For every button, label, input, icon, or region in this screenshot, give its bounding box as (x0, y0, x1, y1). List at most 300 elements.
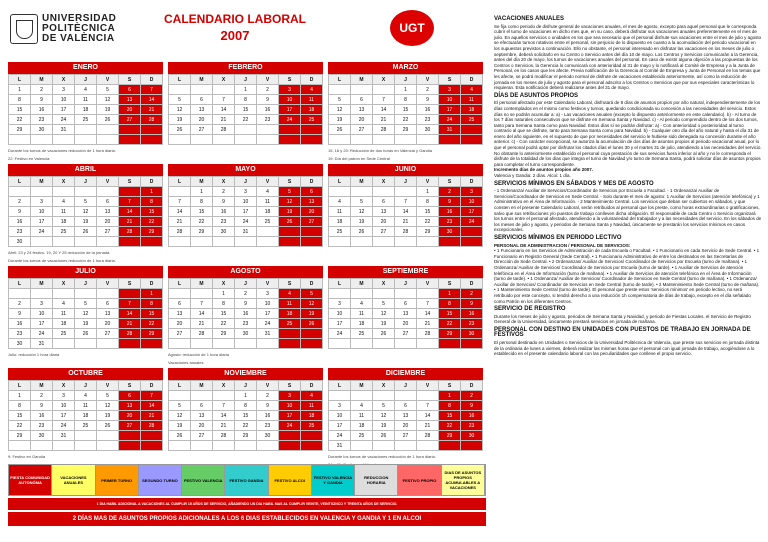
day-cell: 30 (9, 237, 31, 247)
day-cell: 17 (279, 411, 301, 421)
day-cell: 26 (97, 115, 119, 125)
title-text: CALENDARIO LABORAL (164, 12, 306, 26)
day-cell: 13 (119, 401, 141, 411)
day-cell (329, 187, 351, 197)
day-cell: 11 (279, 299, 301, 309)
day-cell: 22 (141, 217, 163, 227)
day-cell: 29 (141, 227, 163, 237)
day-cell: 12 (75, 309, 97, 319)
day-cell: 14 (373, 105, 395, 115)
day-cell: 9 (9, 207, 31, 217)
day-cell (191, 391, 213, 401)
day-cell: 19 (301, 309, 323, 319)
day-cell: 18 (53, 217, 75, 227)
day-cell (119, 135, 141, 145)
day-cell: 5 (169, 95, 191, 105)
legend-item: FESTIVO VALENCIA (182, 465, 225, 495)
day-cell: 17 (31, 217, 53, 227)
day-cell: 23 (213, 217, 235, 227)
day-cell: 9 (461, 299, 483, 309)
day-cell: 22 (9, 115, 31, 125)
day-cell (235, 441, 257, 451)
day-name: J (75, 279, 97, 289)
day-name: V (97, 381, 119, 391)
day-cell: 2 (461, 289, 483, 299)
day-cell: 21 (417, 319, 439, 329)
day-cell: 16 (235, 309, 257, 319)
legend-item: FESTIVO GANDIA (225, 465, 268, 495)
day-cell: 11 (329, 207, 351, 217)
day-cell: 12 (301, 299, 323, 309)
day-cell: 26 (169, 431, 191, 441)
day-cell: 28 (417, 431, 439, 441)
month-note-2 (328, 359, 483, 367)
day-cell (53, 187, 75, 197)
day-cell (213, 339, 235, 349)
day-cell: 26 (373, 329, 395, 339)
day-cell: 6 (191, 401, 213, 411)
day-cell: 9 (257, 401, 279, 411)
day-cell (191, 85, 213, 95)
day-cell: 14 (169, 207, 191, 217)
day-cell: 27 (169, 329, 191, 339)
months-grid (8, 62, 488, 457)
day-cell: 27 (395, 431, 417, 441)
day-cell: 15 (141, 207, 163, 217)
day-cell: 14 (119, 207, 141, 217)
day-cell: 2 (31, 85, 53, 95)
asuntos-title: DÍAS DE ASUNTOS PROPIOS (494, 92, 579, 99)
day-cell: 1 (235, 391, 257, 401)
day-cell: 8 (141, 197, 163, 207)
day-cell: 21 (417, 421, 439, 431)
legend-item: PRIMER TURNO (96, 465, 139, 495)
day-cell: 28 (373, 125, 395, 135)
day-cell (213, 85, 235, 95)
day-cell: 29 (191, 227, 213, 237)
day-cell: 14 (119, 309, 141, 319)
day-cell: 25 (53, 227, 75, 237)
day-cell (191, 135, 213, 145)
day-cell (119, 237, 141, 247)
month-day-grid (168, 380, 323, 451)
month-octubre (8, 368, 163, 469)
day-cell: 14 (141, 401, 163, 411)
day-cell (213, 135, 235, 145)
day-cell: 13 (191, 411, 213, 421)
day-cell: 14 (141, 95, 163, 105)
day-name: S (279, 381, 301, 391)
day-cell: 11 (461, 95, 483, 105)
day-name: X (213, 381, 235, 391)
day-cell: 26 (75, 227, 97, 237)
day-cell (351, 339, 373, 349)
day-cell: 15 (439, 309, 461, 319)
day-cell: 28 (169, 227, 191, 237)
day-cell: 13 (169, 309, 191, 319)
day-cell: 20 (395, 319, 417, 329)
day-cell: 1 (439, 289, 461, 299)
day-cell: 12 (75, 207, 97, 217)
day-cell (257, 135, 279, 145)
union-logo-text: UGT (399, 21, 425, 35)
day-cell: 16 (31, 105, 53, 115)
day-cell: 5 (97, 85, 119, 95)
day-cell: 13 (119, 95, 141, 105)
day-cell: 27 (119, 115, 141, 125)
day-cell (169, 187, 191, 197)
month-day-grid (168, 176, 323, 247)
day-cell: 24 (461, 217, 483, 227)
day-name: D (301, 381, 323, 391)
day-cell: 7 (141, 85, 163, 95)
day-cell: 14 (213, 411, 235, 421)
day-cell: 3 (329, 401, 351, 411)
university-line1: UNIVERSIDAD (42, 13, 117, 24)
day-cell: 2 (257, 85, 279, 95)
day-cell (97, 441, 119, 451)
day-cell (169, 289, 191, 299)
day-cell (169, 237, 191, 247)
day-cell (169, 441, 191, 451)
day-cell (461, 339, 483, 349)
day-cell: 8 (9, 401, 31, 411)
day-cell: 4 (351, 299, 373, 309)
day-cell (75, 125, 97, 135)
university-line2: POLITÈCNICA (42, 23, 116, 34)
day-cell: 2 (257, 391, 279, 401)
day-name: L (9, 279, 31, 289)
day-name: D (301, 279, 323, 289)
day-cell: 18 (53, 319, 75, 329)
day-cell: 7 (395, 197, 417, 207)
day-cell (97, 431, 119, 441)
day-cell: 8 (141, 299, 163, 309)
day-cell: 28 (213, 125, 235, 135)
day-name: J (75, 75, 97, 85)
day-cell: 3 (329, 299, 351, 309)
day-cell (257, 125, 279, 135)
day-cell: 31 (235, 227, 257, 237)
day-cell (235, 339, 257, 349)
day-name: J (235, 177, 257, 187)
day-cell: 27 (395, 329, 417, 339)
month-note: Durante los turnos de vacaciones reducción de 1 hora diaria. (8, 148, 116, 153)
day-cell: 23 (257, 421, 279, 431)
month-note: 15, 16 y 20: Reducción de dos horas en Valencia y Gandia (328, 148, 432, 153)
legend-item: FESTIVO PROPIO (398, 465, 441, 495)
day-cell: 21 (213, 421, 235, 431)
day-cell: 2 (9, 299, 31, 309)
day-cell: 12 (351, 207, 373, 217)
day-cell: 20 (97, 319, 119, 329)
month-note (168, 452, 323, 461)
day-cell: 7 (191, 299, 213, 309)
day-cell: 17 (31, 319, 53, 329)
day-cell: 28 (191, 329, 213, 339)
day-cell (301, 329, 323, 339)
day-cell (53, 339, 75, 349)
day-cell: 30 (439, 227, 461, 237)
month-title: ENERO (8, 62, 163, 74)
festivos-body: El personal destinado en Unidades o Servicios de la Universidad Politécnica de Valencia, que preste sus servicios en jornada distinta de la ordinaria de lunes a viernes, deberá realizar las mismas horas que el personal con igual jornada de trabajo, acogiéndose a lo establecido en el presente calendario laboral con las peculiaridades que conlleve el propio servicio. (494, 340, 760, 357)
day-cell: 7 (119, 299, 141, 309)
day-cell: 29 (439, 431, 461, 441)
day-name: L (169, 177, 191, 187)
day-cell (395, 441, 417, 451)
day-cell: 16 (31, 411, 53, 421)
day-cell (257, 227, 279, 237)
day-name: V (417, 177, 439, 187)
day-cell: 30 (31, 431, 53, 441)
university-line3: DE VALÈNCIA (42, 33, 115, 44)
day-cell (373, 339, 395, 349)
month-day-grid (328, 74, 483, 145)
day-cell (279, 441, 301, 451)
day-cell: 18 (75, 411, 97, 421)
day-cell: 7 (169, 197, 191, 207)
day-name: D (301, 75, 323, 85)
day-cell: 30 (417, 125, 439, 135)
day-name: J (395, 279, 417, 289)
day-cell: 14 (417, 309, 439, 319)
day-cell: 29 (141, 329, 163, 339)
day-cell: 9 (257, 95, 279, 105)
day-cell: 6 (351, 95, 373, 105)
day-name: M (191, 381, 213, 391)
month-note (168, 248, 323, 257)
day-cell: 7 (119, 197, 141, 207)
day-cell: 8 (9, 95, 31, 105)
day-cell: 8 (213, 299, 235, 309)
month-day-grid (8, 176, 163, 247)
day-cell (301, 339, 323, 349)
day-cell: 31 (439, 125, 461, 135)
day-cell: 20 (169, 319, 191, 329)
day-cell: 22 (141, 319, 163, 329)
day-cell: 16 (257, 105, 279, 115)
day-cell (395, 187, 417, 197)
day-name: L (9, 75, 31, 85)
month-title: ABRIL (8, 164, 163, 176)
day-cell (169, 135, 191, 145)
day-cell: 17 (329, 319, 351, 329)
day-cell (279, 329, 301, 339)
day-cell: 27 (373, 227, 395, 237)
day-cell (439, 237, 461, 247)
day-cell (417, 135, 439, 145)
day-cell: 4 (461, 85, 483, 95)
day-cell: 27 (301, 217, 323, 227)
day-cell: 11 (301, 95, 323, 105)
day-cell: 9 (31, 95, 53, 105)
day-cell: 25 (53, 329, 75, 339)
day-name: J (395, 177, 417, 187)
day-cell (417, 289, 439, 299)
day-cell: 8 (191, 197, 213, 207)
day-cell: 22 (439, 319, 461, 329)
day-cell: 15 (235, 411, 257, 421)
month-day-grid (8, 278, 163, 349)
day-cell (279, 237, 301, 247)
month-agosto (168, 266, 323, 367)
day-cell: 7 (213, 95, 235, 105)
day-cell: 18 (301, 411, 323, 421)
day-cell: 4 (301, 391, 323, 401)
day-cell: 6 (191, 95, 213, 105)
legend-item: FESTIVO ALCOI (269, 465, 312, 495)
day-cell: 7 (373, 95, 395, 105)
day-cell: 3 (31, 299, 53, 309)
day-cell: 9 (235, 299, 257, 309)
day-cell: 23 (439, 217, 461, 227)
day-cell: 6 (119, 391, 141, 401)
day-cell (439, 441, 461, 451)
day-cell: 25 (301, 421, 323, 431)
day-cell (351, 237, 373, 247)
month-day-grid (328, 278, 483, 349)
month-note-2: Vacaciones anuales (168, 360, 204, 365)
day-name: V (97, 279, 119, 289)
day-cell (9, 289, 31, 299)
day-name: X (213, 279, 235, 289)
day-cell: 21 (119, 319, 141, 329)
day-cell: 25 (301, 115, 323, 125)
day-cell: 13 (373, 207, 395, 217)
day-name: S (439, 381, 461, 391)
day-cell: 3 (235, 187, 257, 197)
day-cell (373, 237, 395, 247)
day-cell: 2 (417, 85, 439, 95)
day-cell: 23 (257, 115, 279, 125)
day-cell (169, 339, 191, 349)
day-cell: 31 (53, 431, 75, 441)
day-name: L (329, 279, 351, 289)
day-name: M (31, 381, 53, 391)
day-cell (301, 135, 323, 145)
day-cell: 9 (439, 197, 461, 207)
day-cell: 12 (373, 411, 395, 421)
month-note-2 (168, 155, 323, 163)
day-cell (329, 339, 351, 349)
day-cell (351, 289, 373, 299)
day-cell: 1 (141, 289, 163, 299)
day-cell (351, 135, 373, 145)
month-title: OCTUBRE (8, 368, 163, 380)
day-cell: 5 (301, 289, 323, 299)
day-cell: 27 (351, 125, 373, 135)
month-note-2 (8, 359, 163, 367)
day-cell (75, 441, 97, 451)
day-cell: 3 (31, 197, 53, 207)
day-name: M (31, 279, 53, 289)
day-cell: 23 (461, 421, 483, 431)
day-name: S (119, 177, 141, 187)
day-cell: 23 (31, 115, 53, 125)
day-cell: 1 (9, 85, 31, 95)
day-cell: 22 (213, 319, 235, 329)
day-cell: 18 (351, 319, 373, 329)
day-cell: 20 (119, 411, 141, 421)
day-cell (373, 187, 395, 197)
day-cell: 22 (9, 421, 31, 431)
day-name: S (279, 75, 301, 85)
day-cell: 23 (9, 227, 31, 237)
day-cell: 7 (417, 299, 439, 309)
day-cell: 17 (257, 309, 279, 319)
day-cell: 19 (169, 421, 191, 431)
month-title: JULIO (8, 266, 163, 278)
month-day-grid (168, 74, 323, 145)
day-cell (31, 135, 53, 145)
day-cell: 16 (213, 207, 235, 217)
day-cell: 13 (351, 105, 373, 115)
day-cell: 11 (351, 309, 373, 319)
day-name: D (461, 75, 483, 85)
day-cell (279, 431, 301, 441)
day-cell: 21 (119, 217, 141, 227)
registro-title: SERVICIO DE REGISTRO (494, 306, 566, 313)
legend-item: DIAS DE ASUNTOS PROPIOS ACUMULABLES A VACACIONES (442, 465, 485, 495)
day-cell: 22 (395, 115, 417, 125)
day-cell (119, 187, 141, 197)
day-cell: 5 (75, 299, 97, 309)
month-day-grid (168, 278, 323, 349)
day-name: J (395, 75, 417, 85)
day-cell (235, 237, 257, 247)
day-cell: 22 (235, 115, 257, 125)
day-cell (417, 441, 439, 451)
day-cell: 20 (191, 421, 213, 431)
day-cell: 3 (53, 391, 75, 401)
day-cell: 16 (461, 309, 483, 319)
day-cell: 16 (439, 207, 461, 217)
day-cell: 24 (31, 227, 53, 237)
day-cell (31, 289, 53, 299)
rules-text-panel (494, 14, 762, 538)
day-cell: 28 (213, 431, 235, 441)
day-name: L (329, 75, 351, 85)
day-cell: 17 (53, 105, 75, 115)
day-cell: 21 (169, 217, 191, 227)
day-cell (301, 227, 323, 237)
day-name: D (461, 279, 483, 289)
day-cell: 12 (169, 411, 191, 421)
day-name: X (213, 75, 235, 85)
day-cell: 27 (97, 227, 119, 237)
day-name: V (417, 75, 439, 85)
incremento-text: Incremento días de asuntos propios año 2007. (494, 167, 594, 173)
day-cell (235, 125, 257, 135)
day-cell: 11 (75, 95, 97, 105)
day-cell: 25 (351, 431, 373, 441)
day-cell: 12 (373, 309, 395, 319)
month-noviembre (168, 368, 323, 469)
day-cell: 10 (279, 401, 301, 411)
day-cell: 4 (75, 85, 97, 95)
month-note-2: 19: Día del patrón en Sede Central (328, 156, 390, 161)
lectivo-title: SERVICIOS MÍNIMOS EN PERIODO LECTIVO (494, 234, 622, 241)
month-julio (8, 266, 163, 367)
day-cell (461, 125, 483, 135)
day-cell: 8 (235, 401, 257, 411)
day-cell: 3 (461, 187, 483, 197)
day-name: J (75, 177, 97, 187)
day-cell (53, 135, 75, 145)
day-cell: 20 (373, 217, 395, 227)
day-name: D (301, 177, 323, 187)
day-cell: 6 (373, 197, 395, 207)
